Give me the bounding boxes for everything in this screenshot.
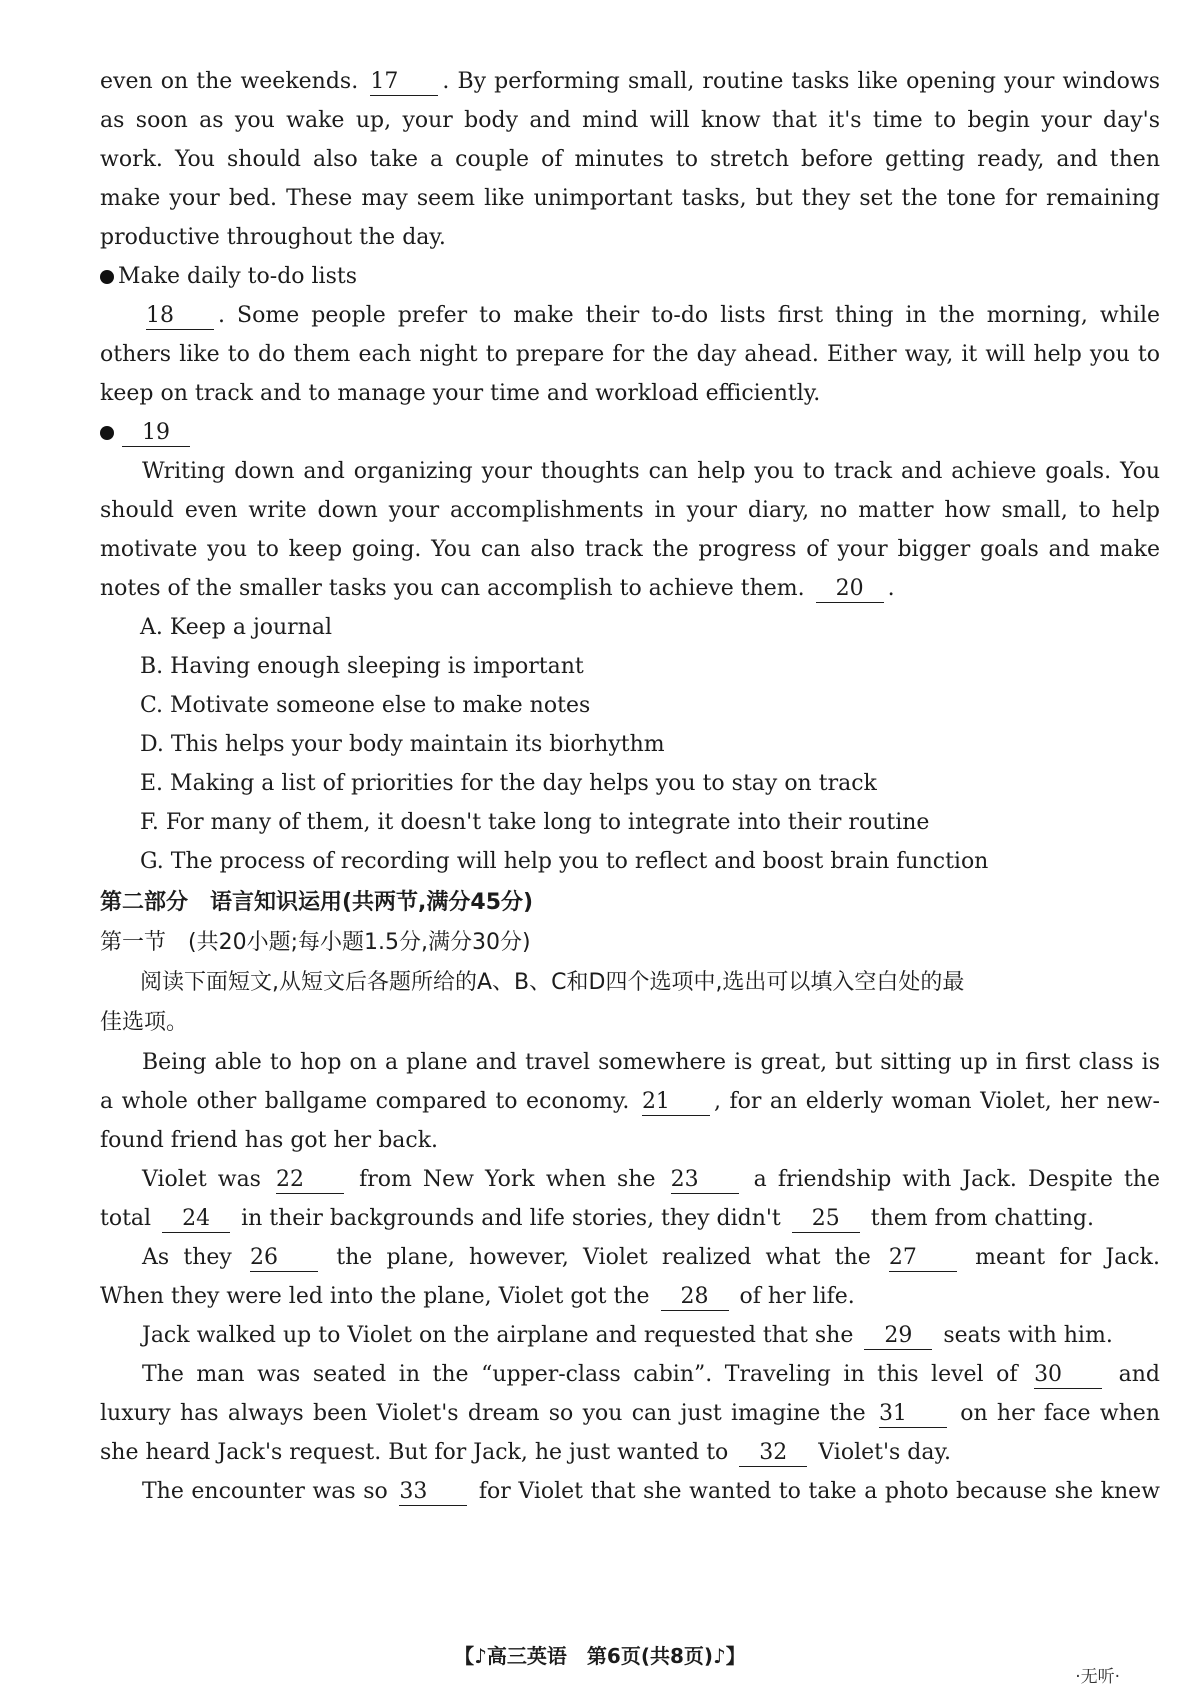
text-line: make your bed. These may seem like unimportant tasks, but they set the tone for remaining [100, 186, 1160, 211]
text-line: as soon as you wake up, your body and mind will know that it's time to begin your day's [100, 108, 1160, 133]
page-footer: 【♪高三英语 第6页(共8页)♪】 [454, 1644, 746, 1668]
blank-19: 19 [122, 420, 190, 447]
text-line: productive throughout the day. [100, 225, 446, 250]
text-line: should even write down your accomplishments in your diary, no matter how small, to help [100, 498, 1160, 523]
text-line: As they 26 the plane, however, Violet realized what the 27 meant for Jack. [142, 1245, 1160, 1270]
blank-33: 33 [399, 1479, 467, 1506]
text-line: motivate you to keep going. You can also track the progress of your bigger goals and make [100, 537, 1160, 562]
option-c: C. Motivate someone else to make notes [140, 693, 591, 718]
heading-todo: Make daily to-do lists [100, 257, 1160, 296]
section-one-title: 第一节 (共20小题;每小题1.5分,满分30分) [100, 930, 531, 955]
bullet-icon [100, 426, 114, 440]
blank-20: 20 [816, 576, 884, 603]
bullet-icon [100, 270, 114, 284]
passage-top [100, 62, 1160, 257]
instruction-line: 佳选项。 [100, 1010, 189, 1035]
blank-26: 26 [250, 1245, 318, 1272]
text-line: she heard Jack's request. But for Jack, he just wanted to 32 Violet's day. [100, 1440, 951, 1465]
option-a: A. Keep a journal [140, 615, 333, 640]
part-two-title: 第二部分 语言知识运用(共两节,满分45分) [100, 890, 534, 915]
text-line: 18 . Some people prefer to make their to-do lists first thing in the morning, while [146, 303, 1160, 328]
options-list [100, 608, 1160, 881]
text-line: The man was seated in the “upper-class cabin”. Traveling in this level of 30 and [142, 1362, 1160, 1387]
text-line: even on the weekends. 17 . By performing small, routine tasks like opening your windows [100, 69, 1160, 94]
heading-19 [100, 413, 1160, 452]
text-line: keep on track and to manage your time and workload efficiently. [100, 381, 821, 406]
text-line: Writing down and organizing your thoughts can help you to track and achieve goals. You [142, 459, 1160, 484]
text-line: Violet was 22 from New York when she 23 a friendship with Jack. Despite the [142, 1167, 1160, 1192]
blank-29: 29 [864, 1323, 932, 1350]
text-line: Being able to hop on a plane and travel somewhere is great, but sitting up in first class is [142, 1050, 1160, 1075]
text-line: a whole other ballgame compared to economy. 21 , for an elderly woman Violet, her new- [100, 1089, 1160, 1114]
blank-25: 25 [792, 1206, 860, 1233]
instruction-line: 阅读下面短文,从短文后各题所给的A、B、C和D四个选项中,选出可以填入空白处的最 [140, 970, 965, 995]
option-b: B. Having enough sleeping is important [140, 654, 584, 679]
text-line: luxury has always been Violet's dream so you can just imagine the 31 on her face when [100, 1401, 1160, 1426]
cloze-passage [100, 1043, 1160, 1511]
option-d: D. This helps your body maintain its biorhythm [140, 732, 665, 757]
blank-17: 17 [370, 69, 438, 96]
text-line: notes of the smaller tasks you can accomplish to achieve them. 20 . [100, 576, 895, 601]
journal-paragraph [100, 452, 1160, 608]
blank-30: 30 [1034, 1362, 1102, 1389]
part-two [100, 883, 1160, 1043]
blank-21: 21 [642, 1089, 710, 1116]
text-line: When they were led into the plane, Violet got the 28 of her life. [100, 1284, 855, 1309]
option-g: G. The process of recording will help you to reflect and boost brain function [140, 849, 989, 874]
todo-paragraph [100, 296, 1160, 413]
blank-24: 24 [162, 1206, 230, 1233]
text-line: The encounter was so 33 for Violet that she wanted to take a photo because she knew [142, 1479, 1161, 1504]
blank-28: 28 [661, 1284, 729, 1311]
option-e: E. Making a list of priorities for the day helps you to stay on track [140, 771, 877, 796]
blank-22: 22 [276, 1167, 344, 1194]
text-line: work. You should also take a couple of minutes to stretch before getting ready, and then [100, 147, 1160, 172]
option-f: F. For many of them, it doesn't take long to integrate into their routine [140, 810, 930, 835]
blank-27: 27 [889, 1245, 957, 1272]
blank-31: 31 [879, 1401, 947, 1428]
blank-18: 18 [146, 303, 214, 330]
blank-23: 23 [671, 1167, 739, 1194]
footer-tag: ·无听· [1075, 1667, 1120, 1687]
text-line: total 24 in their backgrounds and life stories, they didn't 25 them from chatting. [100, 1206, 1094, 1231]
text-line: found friend has got her back. [100, 1128, 439, 1153]
text-line: others like to do them each night to prepare for the day ahead. Either way, it will help you to [100, 342, 1160, 367]
blank-32: 32 [739, 1440, 807, 1467]
text-line: Jack walked up to Violet on the airplane and requested that she 29 seats with him. [142, 1323, 1113, 1348]
